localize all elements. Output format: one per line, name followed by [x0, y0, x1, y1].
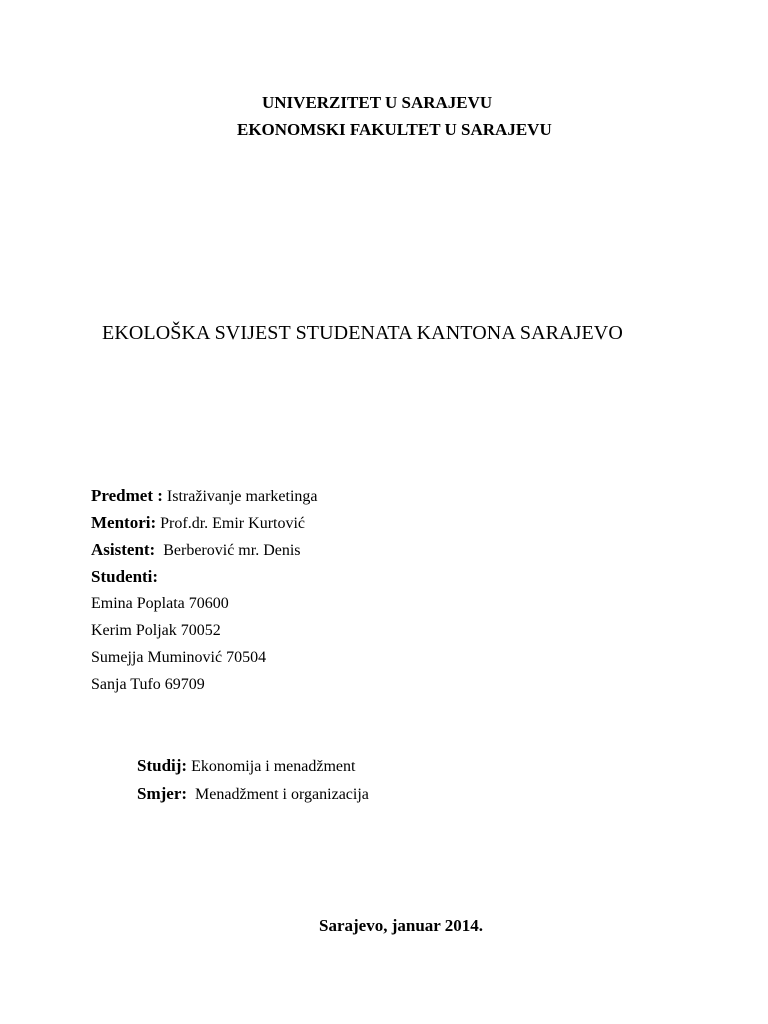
track-value: Menadžment i organizacija: [195, 786, 369, 803]
student-item: Emina Poplata 70600: [91, 595, 229, 612]
subject-label: Predmet :: [91, 486, 163, 505]
document-title: EKOLOŠKA SVIJEST STUDENATA KANTONA SARAJEVO: [102, 322, 623, 344]
subject-value: Istraživanje marketinga: [166, 488, 318, 505]
university-name: UNIVERZITET U SARAJEVU: [262, 93, 493, 112]
assistant-label: Asistent:: [91, 540, 156, 559]
track-label: Smjer:: [137, 784, 188, 803]
mentor-row: [91, 514, 305, 532]
assistant-value-rest: . Denis: [255, 542, 301, 559]
place-date: Sarajevo, januar 2014.: [319, 916, 484, 935]
assistant-value: [163, 542, 300, 559]
student-item: Sumejja Muminović 70504: [91, 649, 267, 666]
study-row: [137, 757, 355, 775]
students-label: Studenti:: [91, 567, 159, 586]
student-item: Kerim Poljak 70052: [91, 622, 221, 639]
faculty-name: EKONOMSKI FAKULTET U SARAJEVU: [237, 120, 552, 139]
student-item: Sanja Tufo 69709: [91, 676, 205, 693]
mentor-label: Mentori:: [91, 513, 157, 532]
track-row: [137, 785, 369, 803]
subject-row: [91, 487, 318, 505]
mentor-value: Prof.dr. Emir Kurtović: [160, 515, 306, 532]
assistant-value-main: Berberović mr: [163, 542, 256, 559]
assistant-row: [91, 541, 301, 559]
study-label: Studij:: [137, 756, 188, 775]
study-value: Ekonomija i menadžment: [191, 758, 356, 775]
